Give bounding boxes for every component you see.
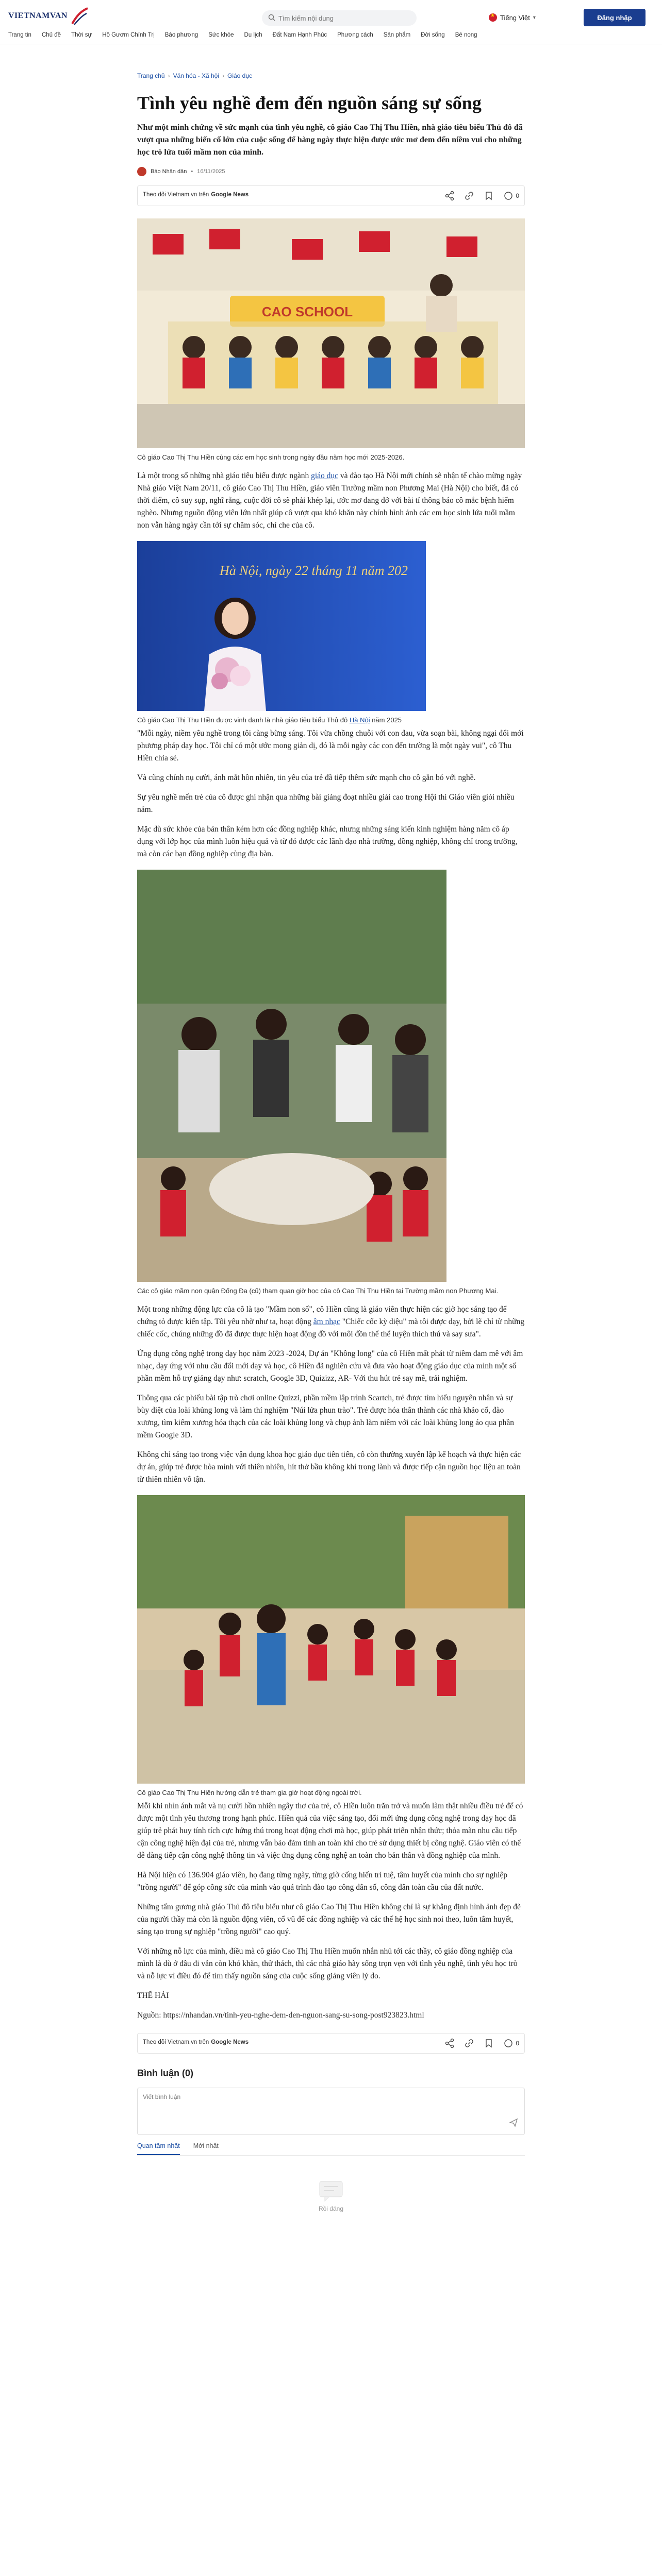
nav-item[interactable]: Phương cách [337, 32, 373, 38]
breadcrumb-item[interactable]: Giáo dục [227, 72, 253, 79]
paragraph-1 [137, 470, 525, 532]
comment-box[interactable] [137, 2088, 525, 2135]
nav-item[interactable]: Báo phương [164, 32, 198, 38]
nav-item[interactable]: Sức khỏe [208, 32, 234, 38]
site-header [0, 0, 662, 44]
article-source [137, 2009, 525, 2022]
article-toolbar-bottom [137, 2033, 525, 2054]
photo-caption: Các cô giáo mầm non quận Đống Đa (cũ) tham quan giờ học của cô Cao Thị Thu Hiền tại Trường mầm non Phương Mai. [137, 1287, 499, 1295]
source-label: Nguồn: [137, 2011, 161, 2020]
bookmark-icon[interactable] [484, 191, 494, 201]
breadcrumb-separator: › [168, 72, 170, 79]
paragraph-text: Là một trong số những nhà giáo tiêu biểu được ngành [137, 471, 311, 480]
comment-icon[interactable] [503, 191, 514, 201]
nav-item[interactable]: Sản phẩm [383, 32, 411, 38]
breadcrumb [137, 72, 525, 82]
paragraph-11: Hà Nội hiện có 136.904 giáo viên, họ đang từng ngày, từng giờ cống hiến trí tuệ, tâm huyết của mình cho sự nghiệp "trồng người" để góp công sức của mình vào quá trình đào tạo công dân số, công dân toàn cầu của đất nước. [137, 1871, 508, 1892]
nav-item[interactable]: Đất Nam Hạnh Phúc [272, 32, 327, 38]
logo-text: VIETNAMVAN [8, 11, 68, 20]
article [137, 72, 525, 2223]
nav-item[interactable]: Chủ đề [41, 32, 61, 38]
paragraph-text: và đào tạo Hà Nội mới chính sẽ nhận tế chào mừng ngày Nhà giáo Việt Nam 20/11, cô giáo Cao Thị Thu Hiền, giáo viên Trường mầm non Phương Mai (Hà Nội) cho biết, đã có thời điểm, cô suy sụp, nghĩ rằng, cuộc đời cô sẽ phải khép lại, ước mơ đang dở với bài tí thông báo cô mắc bệnh hiểm nghèo. Nhưng nguồn động viên lớn nhất giúp cô vượt qua khó khăn này chính hình ảnh các em học sinh lứa tuổi mầm non vẫn hàng ngày cần tới sự chăm sóc, chỉ che của cô. [137, 471, 522, 530]
paragraph-text: Một trong những động lực của cô là tạo "Mầm non số", cô Hiền cũng là giáo viên thực hiện các giờ học sáng tạo để chứng tỏ được kiến tập. Tôi yêu nhờ như ta, hoạt động [137, 1305, 507, 1326]
copy-link-icon[interactable] [464, 2038, 474, 2048]
paragraph-12: Những tấm gương nhà giáo Thủ đô tiêu biểu như cô giáo Cao Thị Thu Hiền không chỉ là sự khẳng định hình ảnh đẹp đẽ của người thầy mà còn là nguồn động viên, cổ vũ để các đồng nghiệp và các thế hệ học sinh noi theo, luôn tâm huyết, sáng tạo trong sự nghiệp "trồng người" cao quý. [137, 1903, 521, 1936]
follow-label: Theo dõi Vietnam.vn trên [143, 2039, 209, 2045]
tab-newest[interactable]: Mới nhất [193, 2142, 219, 2149]
copy-link-icon[interactable] [464, 191, 474, 201]
photo-caption: Cô giáo Cao Thị Thu Hiền cùng các em học sinh trong ngày đầu năm học mới 2025-2026. [137, 453, 405, 461]
photo-sign-text: CAO SCHOOL [261, 304, 353, 319]
paragraph-8: Thông qua các phiếu bài tập trò chơi online Quizzi, phần mềm lập trình Scartch, trẻ được tìm hiểu nguyên nhân và sự bùy diệt của loài khủng long và làm thí nghiệm "Núi lửa phun trào". Trẻ được hóa thân thành các nhà khảo cổ, đào xương, tìm kiếm xương hóa thạch của các loài khủng long và chụp ảnh làm niêm với các loài khủng long áo qua phần mềm Google 3D. [137, 1394, 514, 1439]
google-news-label: Google News [211, 2039, 249, 2045]
paragraph-text: "Chiếc cốc kỳ diệu" mà tôi được dạy, bởi lẽ chỉ từ những chiếc cốc, chúng những đồ đã được thực hiện hoạt động đồ với môi đồn thể thể luyện thích thú và say sưa". [137, 1317, 524, 1338]
inline-link-am-nhac[interactable]: âm nhạc [313, 1317, 340, 1326]
site-logo[interactable] [8, 6, 91, 27]
vietnam-flag-icon [489, 13, 497, 22]
paragraph-7: Ứng dụng công nghệ trong dạy học năm 2023 -2024, Dự án "Không long" của cô Hiền mất phát từ niềm đam mê với âm nhạc, dạy ứng với nhu cầu đổi mới dạy và học, cô Hiền đã nghiên cứu và đưa vào hoạt động giáo dục của mình một số phần mềm hỗ trợ giảng dạy như: scratch, Google 3D, Quizizz, AR- Với thu hút trẻ say mê, trải nghiệm. [137, 1349, 523, 1383]
nav-item[interactable]: Thời sự [71, 32, 92, 38]
article-toolbar [137, 185, 525, 206]
article-photo-outdoor-activity [137, 1495, 525, 1784]
empty-comments-text: Rồi đáng [318, 2205, 344, 2212]
article-photo-teacher-portrait [137, 541, 426, 711]
search-bar[interactable] [262, 10, 417, 26]
inline-link-giao-duc[interactable]: giáo dục [311, 471, 339, 480]
inline-link-ha-noi[interactable]: Hà Nội [349, 716, 370, 724]
comments-heading: Bình luận (0) [137, 2068, 193, 2078]
article-photo-classroom-visit [137, 870, 446, 1282]
breadcrumb-item[interactable]: Trang chủ [137, 72, 165, 79]
main-nav [8, 32, 488, 43]
nav-item[interactable]: Bé nong [455, 32, 477, 38]
byline-separator: • [191, 168, 193, 175]
paragraph-2: "Mỗi ngày, niềm yêu nghề trong tôi càng bừng sáng. Tôi vừa chồng chuỗi với con đau, vừa soạn bài, không ngại đổi mới phương pháp dạy học. Tôi chỉ có một ước mong giản dị, đó là mỗi ngày các con đến trường là một ngày vui", cô Thu Hiền chia sẻ. [137, 729, 524, 762]
paragraph-4: Sự yêu nghề mến trẻ của cô được ghi nhận qua những bài giảng đoạt nhiều giải cao trong Hội thi Giáo viên giỏi nhiều năm. [137, 793, 515, 814]
bookmark-icon[interactable] [484, 2038, 494, 2048]
paragraph-3: Và cũng chính nụ cười, ánh mắt hồn nhiên, tin yêu của trẻ đã tiếp thêm sức mạnh cho cô gắn bó với nghề. [137, 773, 476, 782]
caption-text: Cô giáo Cao Thị Thu Hiền được vinh danh là nhà giáo tiêu biểu Thủ đô [137, 716, 350, 724]
paragraph-13: Với những nỗ lực của mình, điều mà cô giáo Cao Thị Thu Hiền muốn nhắn nhủ tới các thầy, cô giáo đồng nghiệp của mình là dù ở đâu đi vẫn còn khó khăn, thử thách, thì các nhà giáo hãy sống trọn vẹn với tình yêu nghề, tình yêu học trò và nỗ lực vì điều đó để tìm thấy nguồn sáng của cuộc sống giảng viên lý do. [137, 1947, 518, 1980]
share-icon[interactable] [444, 2038, 455, 2048]
article-photo-class-group [137, 218, 525, 448]
source-url[interactable]: https://nhandan.vn/tinh-yeu-nghe-dem-den-nguon-sang-su-song-post923823.html [163, 2011, 424, 2020]
photo-outdoor-illustration [137, 1495, 525, 1784]
language-label: Tiếng Việt [500, 13, 530, 22]
author-avatar [137, 167, 146, 176]
publish-date: 16/11/2025 [197, 168, 225, 175]
paragraph-6 [137, 1303, 525, 1341]
search-input[interactable] [278, 10, 412, 26]
follow-google-news[interactable] [143, 2039, 249, 2045]
breadcrumb-item[interactable]: Văn hóa - Xã hội [173, 72, 219, 79]
comment-icon[interactable] [503, 2038, 514, 2048]
tab-most-relevant[interactable]: Quan tâm nhất [137, 2142, 180, 2155]
paragraph-5: Mặc dù sức khỏe của bản thân kém hơn các đồng nghiệp khác, nhưng những sáng kiến kinh nghiệm hàng năm cô áp dụng với lớp học của mình luôn hiệu quả và từ đó được các lãnh đạo nhà trường, đồng nghiệp, không chỉ trong trường, mà còn các bạn đồng nghiệp cùng địa bàn. [137, 825, 518, 858]
article-sapo: Như một minh chứng về sức mạnh của tình yêu nghề, cô giáo Cao Thị Thu Hiền, nhà giáo tiêu biểu Thủ đô đã vượt qua những biến cố lớn của cuộc sống để hàng ngày thực hiện được ước mơ đem đến niềm vui cho những học trò lứa tuổi mầm non của mình. [137, 123, 523, 157]
toolbar-icons [444, 2038, 519, 2048]
follow-label: Theo dõi Vietnam.vn trên [143, 192, 209, 198]
photo-class-group-illustration [137, 218, 525, 448]
byline [137, 166, 525, 177]
language-selector[interactable] [489, 12, 536, 23]
photo-classroom-illustration [137, 870, 446, 1282]
photo-caption [137, 715, 525, 725]
paragraph-10: Mỗi khi nhìn ánh mắt và nụ cười hồn nhiên ngây thơ của trẻ, cô Hiền luôn trăn trở và muốn làm thật nhiều điều trẻ để có được một tình yêu thương trong hạnh phúc. Hiền quả của việc sáng tạo, đổi mới ứng dụng công nghệ trong dạy học đã giúp trẻ phát huy tính tích cực hứng thú trong hoạt động chơi mà học, giúp phát triển nhận thức; thỏa mãn nhu cầu tiếp cận công nghệ hiện đại của trẻ, nhưng vẫn bảo đảm tính an toàn khi cho trẻ sử dụng thiết bị công nghệ. Giáo viên có thể dễ dàng tiếp cận công nghệ thông tin và việc ứng dụng công nghệ an toàn cho bản thân và đồng nghiệp của mình. [137, 1802, 523, 1860]
login-button[interactable]: Đăng nhập [584, 9, 646, 26]
empty-comments-icon [318, 2179, 344, 2202]
article-title: Tình yêu nghề đem đến nguồn sáng sự sống [137, 93, 482, 113]
send-icon[interactable] [509, 2118, 518, 2127]
article-signature: THẾ HẢI [137, 1991, 169, 2000]
share-icon[interactable] [444, 191, 455, 201]
nav-item[interactable]: Du lịch [244, 32, 262, 38]
paragraph-9: Không chỉ sáng tạo trong việc vận dụng khoa học giáo dục tiên tiến, cô còn thường xuyên lập kế hoạch và thực hiện các dự án, giúp trẻ được hòa mình với thiên nhiên, hít thở bầu không khí trong lành và được tiếp cận nguồn học liệu an toàn từ thiên nhiên vô tận. [137, 1450, 521, 1484]
chevron-down-icon: ▾ [533, 14, 536, 21]
logo-swoosh-icon [69, 6, 90, 27]
breadcrumb-separator: › [222, 72, 224, 79]
comments-empty-state [137, 2156, 525, 2223]
comment-tabs [137, 2142, 525, 2156]
toolbar-icons [444, 191, 519, 201]
author-name[interactable]: Bảo Nhân dân [151, 168, 187, 175]
search-icon [268, 14, 275, 21]
caption-text: năm 2025 [370, 716, 402, 724]
follow-google-news[interactable] [143, 192, 249, 198]
comment-count: 0 [516, 2040, 519, 2047]
photo-teacher-illustration [137, 541, 426, 711]
photo-banner-text: Hà Nội, ngày 22 tháng 11 năm 202 [220, 563, 408, 578]
nav-item[interactable]: Đời sống [421, 32, 445, 38]
comment-count: 0 [516, 192, 519, 199]
nav-item[interactable]: Trang tin [8, 32, 31, 38]
google-news-label: Google News [211, 192, 249, 198]
comment-input[interactable] [143, 2093, 504, 2114]
nav-item[interactable]: Hồ Gươm Chính Trị [102, 32, 155, 38]
photo-caption: Cô giáo Cao Thị Thu Hiền hướng dẫn trẻ tham gia giờ hoạt động ngoài trời. [137, 1789, 362, 1797]
